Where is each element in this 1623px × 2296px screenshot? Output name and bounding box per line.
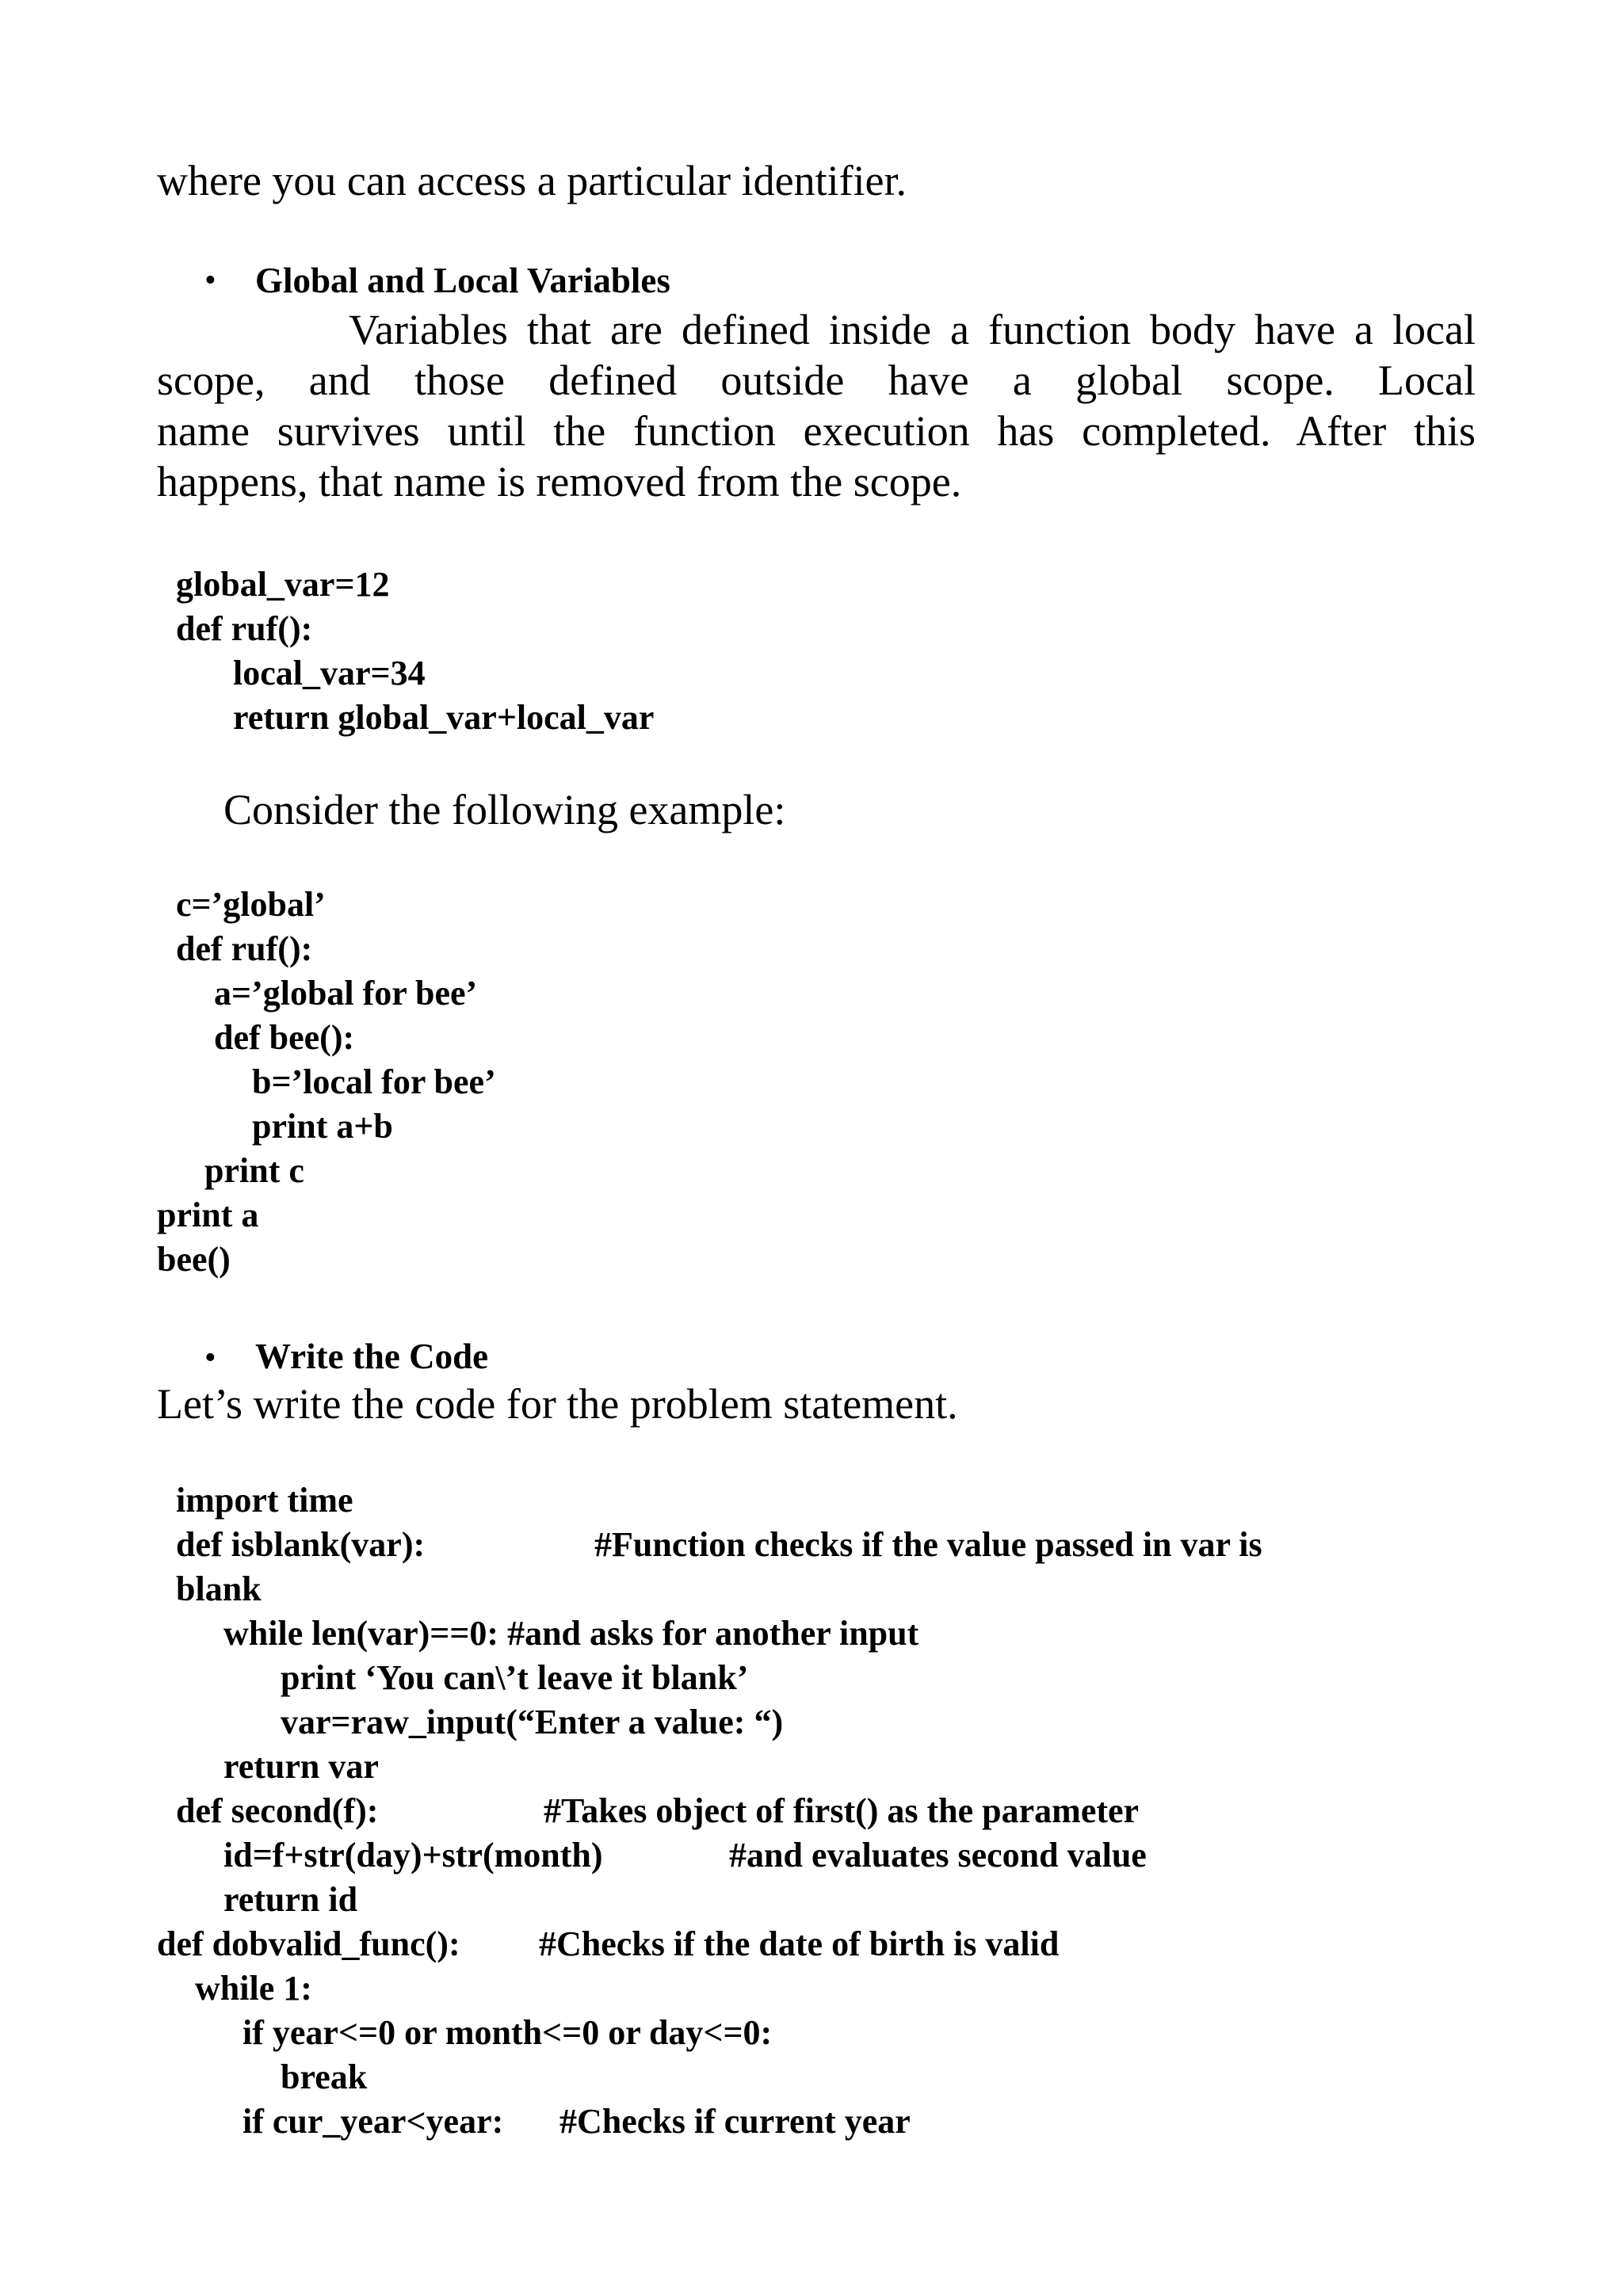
- code-line: def ruf():: [176, 929, 313, 968]
- code-line: break: [281, 2058, 368, 2096]
- paragraph-line: scope, and those defined outside have a global scope. Local: [157, 357, 1476, 404]
- code-line: print c: [204, 1151, 304, 1190]
- code-line: bee(): [157, 1240, 231, 1279]
- section-heading-global-local: Global and Local Variables: [255, 261, 670, 300]
- section-heading-write-code: Write the Code: [255, 1337, 489, 1376]
- code-line: if year<=0 or month<=0 or day<=0:: [242, 2013, 773, 2052]
- paragraph-line: Let’s write the code for the problem statement.: [157, 1380, 958, 1428]
- code-line: def dobvalid_func():: [157, 1924, 460, 1963]
- code-line: def ruf():: [176, 609, 313, 648]
- code-line: def second(f):: [176, 1791, 379, 1830]
- intro-text: where you can access a particular identifier.: [157, 157, 907, 204]
- paragraph-line: happens, that name is removed from the scope.: [157, 458, 962, 505]
- code-line: while len(var)==0: #and asks for another input: [223, 1614, 919, 1653]
- code-line: b=’local for bee’: [252, 1062, 496, 1101]
- code-line: local_var=34: [233, 654, 426, 692]
- bullet-icon: •: [204, 1340, 216, 1376]
- code-comment: #Takes object of first() as the parameter: [544, 1791, 1140, 1830]
- code-line: blank: [176, 1569, 262, 1608]
- code-line: c=’global’: [176, 885, 326, 924]
- code-line: print a+b: [252, 1107, 393, 1146]
- code-comment: #Checks if current year: [559, 2102, 911, 2141]
- code-comment: #Function checks if the value passed in var is: [594, 1525, 1262, 1564]
- code-comment: #and evaluates second value: [729, 1836, 1147, 1875]
- code-line: var=raw_input(“Enter a value: “): [281, 1703, 784, 1741]
- consider-text: Consider the following example:: [223, 786, 786, 833]
- code-line: a=’global for bee’: [214, 974, 478, 1013]
- code-line: print ‘You can\’t leave it blank’: [281, 1658, 749, 1697]
- code-line: print a: [157, 1196, 259, 1234]
- code-line: return id: [223, 1880, 358, 1919]
- paragraph-line: Variables that are defined inside a function body have a local: [349, 306, 1476, 353]
- paragraph-line: name survives until the function execution has completed. After this: [157, 407, 1476, 455]
- code-line: def isblank(var):: [176, 1525, 426, 1564]
- code-line: if cur_year<year:: [242, 2102, 504, 2141]
- code-line: global_var=12: [176, 565, 390, 604]
- code-line: import time: [176, 1481, 353, 1520]
- bullet-icon: •: [204, 262, 216, 299]
- code-line: def bee():: [214, 1018, 355, 1057]
- code-line: return global_var+local_var: [233, 698, 655, 737]
- code-line: return var: [223, 1747, 379, 1786]
- code-line: id=f+str(day)+str(month): [223, 1836, 603, 1875]
- code-comment: #Checks if the date of birth is valid: [539, 1924, 1060, 1963]
- code-line: while 1:: [195, 1969, 312, 2008]
